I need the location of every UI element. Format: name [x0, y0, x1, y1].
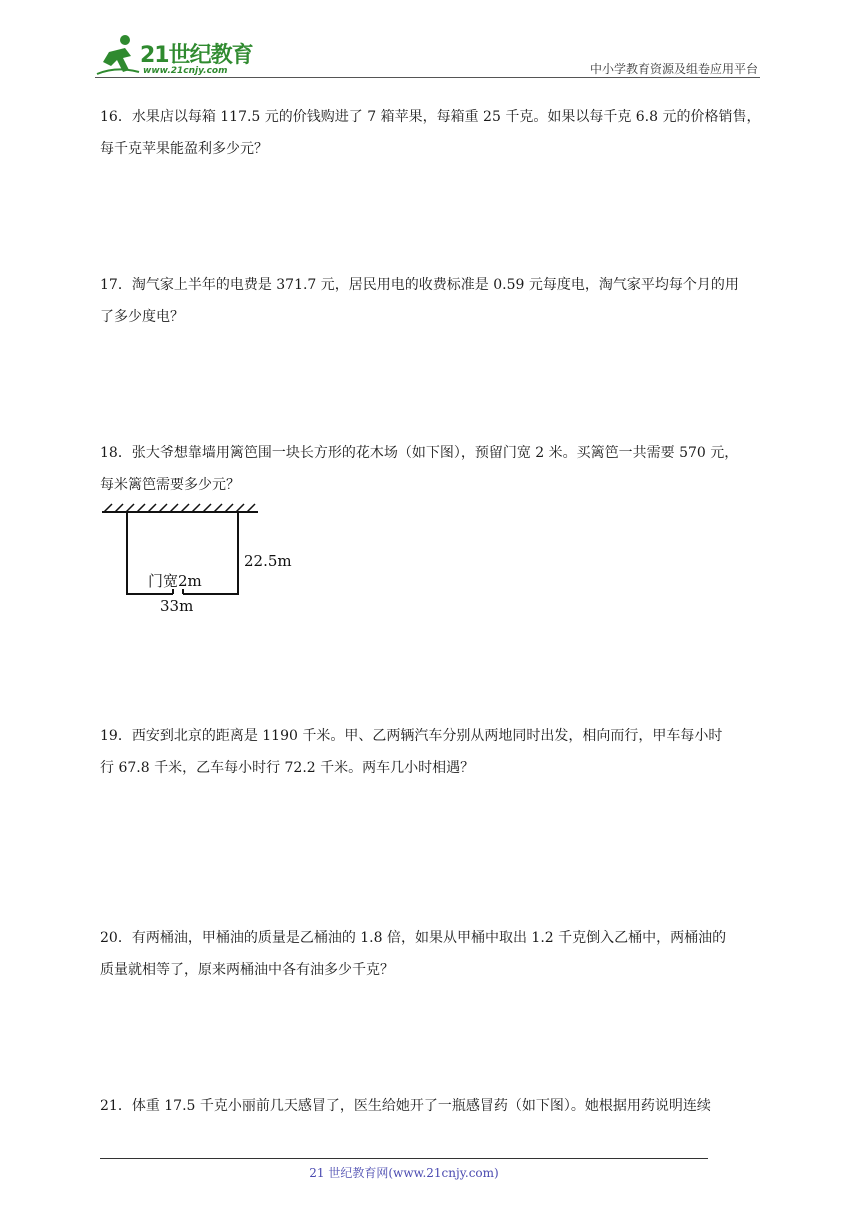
question-line: 16．水果店以每箱 117.5 元的价钱购进了 7 箱苹果，每箱重 25 千克。如果以每千克 6.8 元的价格销售， [100, 109, 761, 125]
question-21 [100, 1090, 764, 1122]
garden-fence-diagram [100, 502, 300, 620]
door-label: 门宽2m [148, 572, 202, 590]
question-line: 20．有两桶油，甲桶油的质量是乙桶油的 1.8 倍，如果从甲桶中取出 1.2 千克倒入乙桶中，两桶油的 [100, 930, 727, 946]
footer-divider [100, 1158, 708, 1159]
question-line: 每米篱笆需要多少元？ [100, 477, 240, 493]
footer-text: 21 世纪教育网(www.21cnjy.com) [309, 1166, 499, 1180]
question-line: 19．西安到北京的距离是 1190 千米。甲、乙两辆汽车分别从两地同时出发，相向而行，甲车每小时 [100, 728, 723, 744]
question-line: 17．淘气家上半年的电费是 371.7 元，居民用电的收费标准是 0.59 元每度电，淘气家平均每个月的用 [100, 277, 739, 293]
length-label: 33m [160, 597, 194, 615]
width-label: 22.5m [244, 552, 292, 570]
platform-name: 中小学教育资源及组卷应用平台 [589, 62, 758, 76]
logo-url: www.21cnjy.com [143, 66, 228, 76]
question-line: 18．张大爷想靠墙用篱笆围一块长方形的花木场（如下图），预留门宽 2 米。买篱笆一共需要 570 元， [100, 445, 739, 461]
question-18 [100, 437, 764, 501]
question-17 [100, 269, 764, 333]
logo [95, 32, 265, 78]
question-line: 了多少度电？ [100, 309, 184, 325]
question-16 [100, 101, 764, 165]
question-line: 行 67.8 千米，乙车每小时行 72.2 千米。两车几小时相遇？ [100, 760, 475, 776]
question-19 [100, 720, 764, 784]
question-line: 每千克苹果能盈利多少元？ [100, 141, 268, 157]
question-20 [100, 922, 764, 986]
question-line: 质量就相等了，原来两桶油中各有油多少千克？ [100, 962, 394, 978]
runner-logo-icon [95, 32, 141, 78]
header-divider [95, 77, 760, 78]
logo-text: 21世纪教育 [140, 43, 253, 68]
question-line: 21．体重 17.5 千克小丽前几天感冒了，医生给她开了一瓶感冒药（如下图）。她根据用药说明连续 [100, 1098, 711, 1114]
page-header [95, 30, 760, 80]
